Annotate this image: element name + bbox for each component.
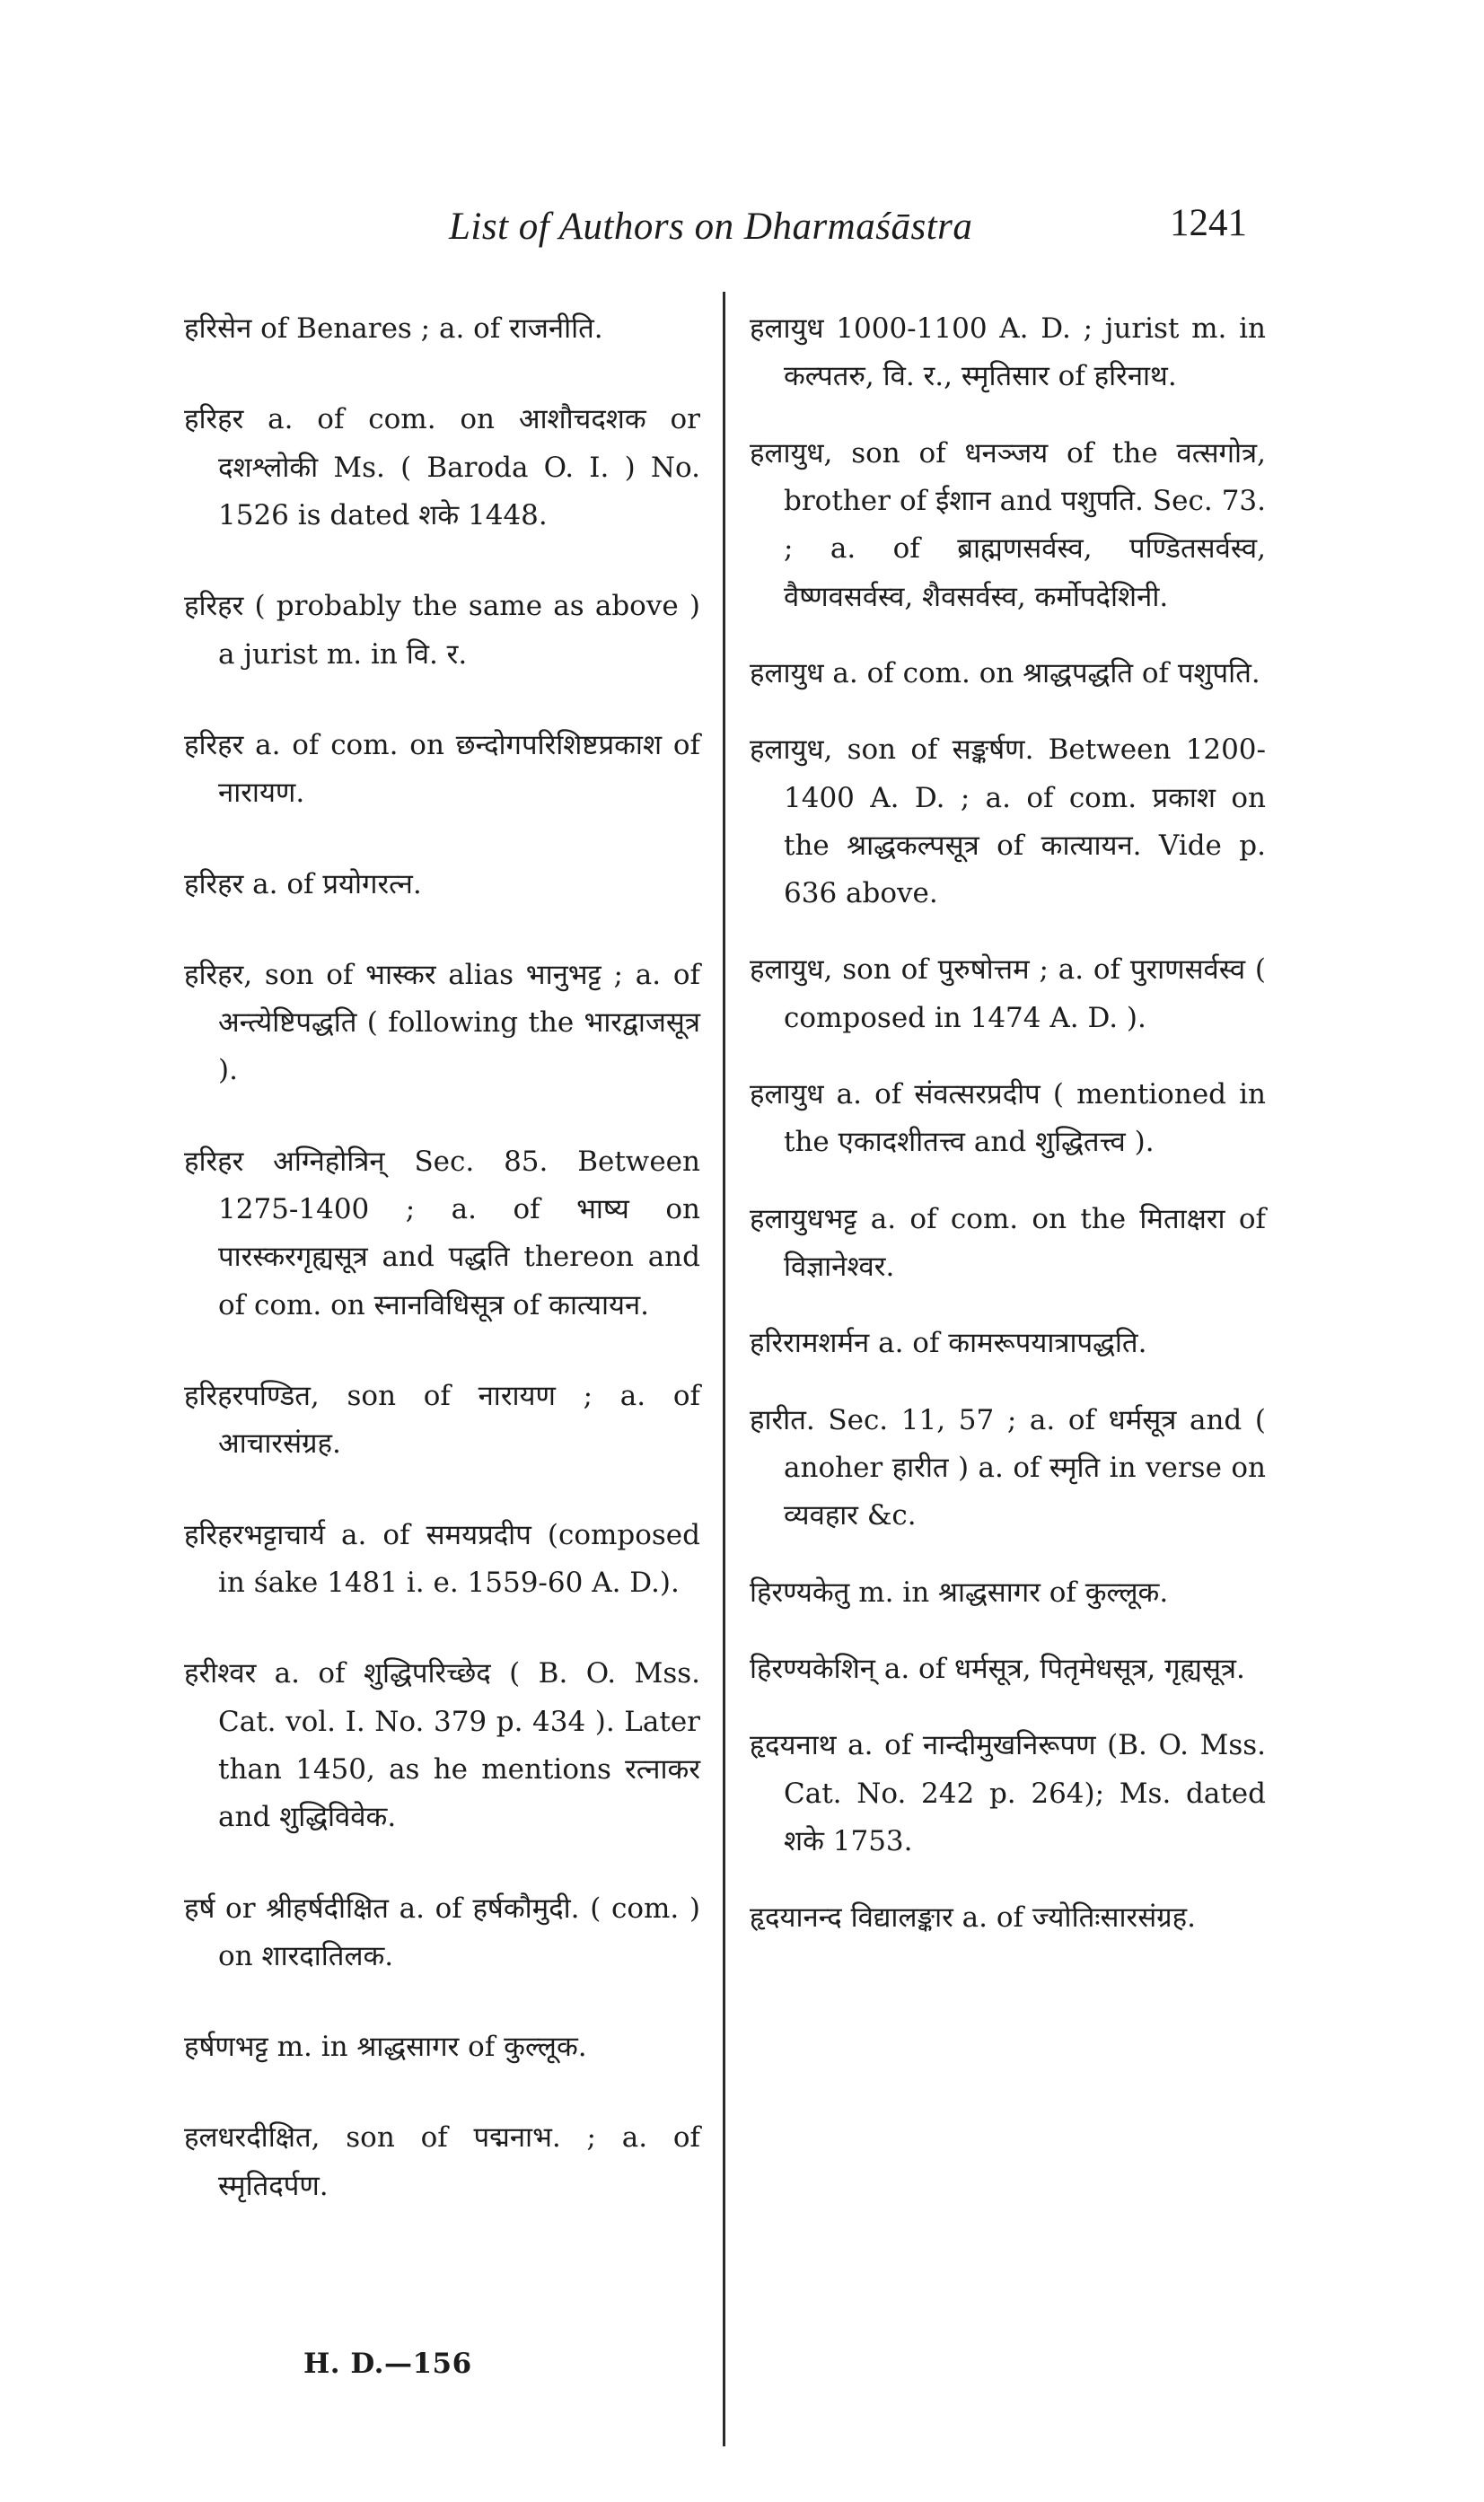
author-entry: हरिहरभट्टाचार्य a. of समयप्रदीप (composed in śake 1481 i. e. 1559-60 A. D.). (184, 1518, 700, 1599)
author-entry: हलायुध, son of सङ्कर्षण. Between 1200-1400 A. D. ; a. of com. प्रकाश on the श्राद्धकल्पसूत्र of कात्यायन. Vide p. 636 above. (750, 733, 1266, 910)
page-header (0, 202, 1484, 259)
author-entry: हिरण्यकेशिन् a. of धर्मसूत्र, पितृमेधसूत्र, गृह्यसूत्र. (750, 1652, 1245, 1685)
running-title: List of Authors on Dharmaśāstra (449, 206, 973, 248)
author-entry: हलायुध 1000-1100 A. D. ; jurist m. in कल्पतरु, वि. र., स्मृतिसार of हरिनाथ. (750, 312, 1266, 393)
printer-signature: H. D.—156 (303, 2348, 472, 2380)
author-entry: हरिहर ( probably the same as above ) a jurist m. in वि. र. (184, 590, 700, 671)
author-entry: हरिरामशर्मन a. of कामरूपयात्रापद्धति. (750, 1327, 1147, 1360)
author-entry: हरिसेन of Benares ; a. of राजनीति. (184, 312, 603, 345)
author-entry: हरिहर a. of प्रयोगरत्न. (184, 867, 422, 900)
author-entry: हलायुध a. of संवत्सरप्रदीप ( mentioned in the एकादशीतत्त्व and शुद्धितत्त्व ). (750, 1078, 1266, 1159)
author-entry: हलायुध a. of com. on श्राद्धपद्धति of पशुपति. (750, 656, 1260, 689)
left-column (184, 305, 700, 2253)
author-entry: हृदयानन्द विद्यालङ्कार a. of ज्योतिःसारसंग्रह. (750, 1901, 1196, 1935)
author-entry: हरिहरपण्डित, son of नारायण ; a. of आचारसंग्रह. (184, 1380, 700, 1461)
right-column (750, 305, 1266, 1971)
author-entry: हलायुधभट्ट a. of com. on the मिताक्षरा of विज्ञानेश्वर. (750, 1202, 1266, 1283)
author-entry: हरिहर अग्निहोत्रिन् Sec. 85. Between 1275-1400 ; a. of भाष्य on पारस्करगृह्यसूत्र and पद्धति thereon and of com. on स्नानविधिसूत्र of कात्यायन. (184, 1145, 700, 1321)
author-entry: हर्ष or श्रीहर्षदीक्षित a. of हर्षकौमुदी. ( com. ) on शारदातिलक. (184, 1892, 700, 1972)
author-entry: हरिहर, son of भास्कर alias भानुभट्ट ; a. of अन्त्येष्टिपद्धति ( following the भारद्वाजसूत्र ). (184, 958, 700, 1087)
author-entry: हृदयनाथ a. of नान्दीमुखनिरूपण (B. O. Mss. Cat. No. 242 p. 264); Ms. dated शके 1753. (750, 1729, 1266, 1857)
author-entry: हारीत. Sec. 11, 57 ; a. of धर्मसूत्र and ( anoher हारीत ) a. of स्मृति in verse on व्यवहार &c. (750, 1403, 1266, 1532)
author-entry: हलधरदीक्षित, son of पद्मनाभ. ; a. of स्मृतिदर्पण. (184, 2121, 700, 2202)
author-entry: हरिहर a. of com. on छन्दोगपरिशिष्टप्रकाश of नारायण. (184, 728, 700, 810)
column-divider (723, 292, 725, 2446)
author-entry: हिरण्यकेतु m. in श्राद्धसागर of कुल्लूक. (750, 1576, 1169, 1609)
author-entry: हर्षणभट्ट m. in श्राद्धसागर of कुल्लूक. (184, 2031, 587, 2064)
author-entry: हरिहर a. of com. on आशौचदशक or दशश्लोकी Ms. ( Baroda O. I. ) No. 1526 is dated शके 1448. (184, 403, 700, 531)
author-entry: हलायुध, son of धनञ्जय of the वत्सगोत्र, brother of ईशान and पशुपति. Sec. 73. ; a. of ब्राह्मणसर्वस्व, पण्डितसर्वस्व, वैष्णवसर्वस्व, शैवसर्वस्व, कर्मोपदेशिनी. (750, 436, 1266, 613)
page-number: 1241 (1170, 202, 1247, 244)
author-entry: हरीश्वर a. of शुद्धिपरिच्छेद ( B. O. Mss. Cat. vol. I. No. 379 p. 434 ). Later than 1450, as he mentions रत्नाकर and शुद्धिविवेक. (184, 1657, 700, 1834)
author-entry: हलायुध, son of पुरुषोत्तम ; a. of पुराणसर्वस्व ( composed in 1474 A. D. ). (750, 953, 1266, 1034)
